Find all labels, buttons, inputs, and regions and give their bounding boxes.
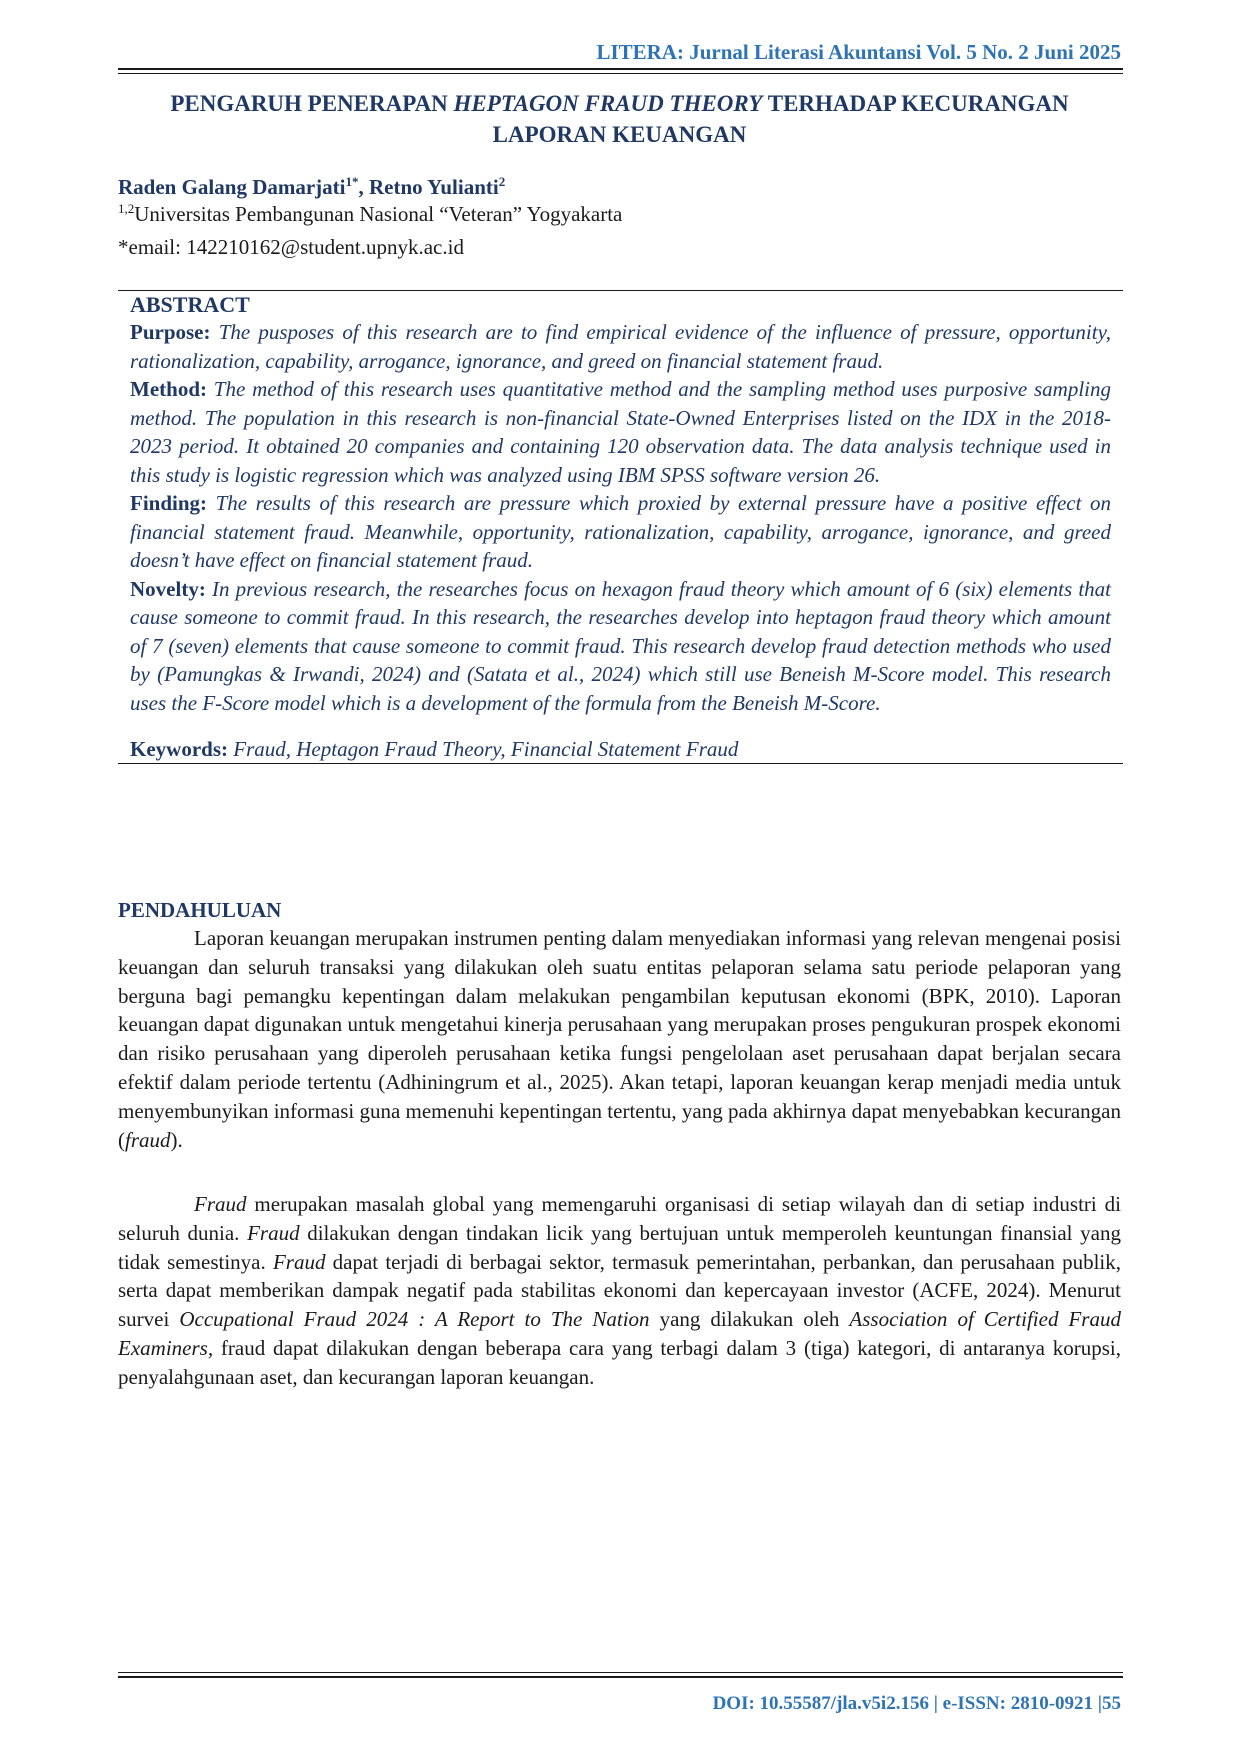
author-1: Raden Galang Damarjati bbox=[118, 175, 346, 199]
para2-italic-5: Association of Certified Fraud Examiners, bbox=[118, 1307, 1121, 1360]
title-part3: TERHADAP KECURANGAN bbox=[762, 91, 1069, 116]
para2-italic-3: Fraud bbox=[272, 1249, 326, 1274]
method-text: The method of this research uses quantitative method and the sampling method uses purposive sampling method. The population in this research is non-financial State-Owned Enterprises listed on the IDX in the 2018-2023 period. It obtained 20 companies and containing 120 observation data. The data analysis technique used in this study is logistic regression which was analyzed using IBM SPSS software version 26. bbox=[130, 377, 1111, 487]
keywords-label: Keywords: bbox=[130, 737, 228, 761]
para2-text-a: merupakan masalah global yang memengaruhi organisasi di setiap wilayah dan di setiap industri di seluruh dunia. bbox=[118, 1192, 1121, 1245]
author-sep: , bbox=[358, 175, 369, 199]
para2-italic-1: Fraud bbox=[194, 1192, 247, 1216]
para2-text-c: dapat terjadi di berbagai sektor, termasuk pemerintahan, perbankan, dan perusahaan publik, serta dapat memberikan dampak negatif pada stabilitas ekonomi dan kepercayaan investor (ACFE, 2024). Menurut survei bbox=[118, 1249, 1121, 1332]
novelty-label: Novelty: bbox=[130, 576, 206, 601]
abstract-novelty bbox=[130, 575, 1111, 718]
para1-italic: fraud bbox=[125, 1127, 171, 1152]
author-1-sup: 1* bbox=[345, 174, 359, 189]
author-2-sup: 2 bbox=[498, 174, 506, 189]
purpose-label: Purpose: bbox=[130, 320, 211, 344]
abstract-method bbox=[130, 375, 1111, 489]
body-paragraph-2 bbox=[118, 1190, 1121, 1392]
method-label: Method: bbox=[130, 377, 207, 401]
purpose-text: The pusposes of this research are to find empirical evidence of the influence of pressure, opportunity, rationalization, capability, arrogance, ignorance, and greed on financial statement fraud. bbox=[130, 320, 1111, 373]
footer-rule bbox=[118, 1672, 1123, 1678]
keywords-text: Fraud, Heptagon Fraud Theory, Financial Statement Fraud bbox=[228, 737, 739, 761]
para1-text-a: Laporan keuangan merupakan instrumen penting dalam menyediakan informasi yang relevan mengenai posisi keuangan dan seluruh transaksi yang dilakukan oleh suatu entitas pelaporan selama satu periode pelaporan yang berguna bagi pemangku kepentingan dalam melakukan pengambilan keputusan ekonomi (BPK, 2010). Laporan keuangan dapat digunakan untuk mengetahui kinerja perusahaan yang merupakan proses pengukuran prospek ekonomi dan risiko perusahaan yang diperoleh perusahaan ketika fungsi pengelolaan aset perusahaan dapat berjalan secara efektif dalam periode tertentu (Adhiningrum et al., 2025). Akan tetapi, laporan keuangan kerap menjadi media untuk menyembunyikan informasi guna memenuhi kepentingan tertentu, yang pada akhirnya dapat menyebabkan kecurangan ( bbox=[118, 926, 1121, 1152]
title-part2: HEPTAGON FRAUD THEORY bbox=[453, 91, 763, 116]
abstract-purpose bbox=[130, 318, 1111, 375]
affiliation-sup: 1,2 bbox=[118, 201, 135, 216]
abstract-box bbox=[118, 290, 1123, 764]
author-list bbox=[118, 175, 505, 200]
para2-text-d: yang dilakukan oleh bbox=[649, 1307, 850, 1332]
author-2: Retno Yulianti bbox=[369, 175, 499, 199]
para2-text-b: dilakukan dengan tindakan licik yang bertujuan untuk memperoleh keuntungan finansial yang tidak semestinya. bbox=[118, 1220, 1121, 1274]
abstract-body bbox=[118, 318, 1123, 717]
abstract-finding bbox=[130, 489, 1111, 575]
finding-text: The results of this research are pressure which proxied by external pressure have a positive effect on financial statement fraud. Meanwhile, opportunity, rationalization, capability, arrogance, ignorance, and greed doesn’t have effect on financial statement fraud. bbox=[130, 491, 1111, 572]
affiliation-text: Universitas Pembangunan Nasional “Veteran” Yogyakarta bbox=[134, 202, 623, 226]
paper-title bbox=[118, 88, 1121, 150]
finding-label: Finding: bbox=[130, 491, 208, 515]
body-paragraph-1 bbox=[118, 924, 1121, 1154]
affiliation bbox=[118, 202, 622, 227]
title-part1: PENGARUH PENERAPAN bbox=[170, 91, 454, 116]
para2-italic-4: Occupational Fraud 2024 : A Report to The Nation bbox=[179, 1307, 650, 1332]
title-line2: LAPORAN KEUANGAN bbox=[492, 122, 747, 147]
footer-doi: DOI: 10.55587/jla.v5i2.156 | e-ISSN: 2810-0921 |55 bbox=[712, 1693, 1121, 1714]
journal-header: LITERA: Jurnal Literasi Akuntansi Vol. 5 No. 2 Juni 2025 bbox=[596, 40, 1121, 64]
para2-text-e: fraud dapat dilakukan dengan beberapa cara yang terbagi dalam 3 (tiga) kategori, di antaranya korupsi, penyalahgunaan aset, dan kecurangan laporan keuangan. bbox=[118, 1335, 1121, 1389]
novelty-text: In previous research, the researches focus on hexagon fraud theory which amount of 6 (six) elements that cause someone to commit fraud. In this research, the researches develop into heptagon fraud theory which amount of 7 (seven) elements that cause someone to commit fraud. This research develop fraud detection methods who used by (Pamungkas & Irwandi, 2024) and (Satata et al., 2024) which still use Beneish M-Score model. This research uses the F-Score model which is a development of the formula from the Beneish M-Score. bbox=[130, 576, 1111, 715]
para1-text-b: ). bbox=[170, 1127, 183, 1152]
keywords-line bbox=[118, 737, 1123, 764]
header-rule bbox=[118, 68, 1123, 74]
section-heading: PENDAHULUAN bbox=[118, 898, 282, 922]
author-email: *email: 142210162@student.upnyk.ac.id bbox=[118, 235, 464, 259]
abstract-heading: ABSTRACT bbox=[130, 292, 250, 317]
para2-italic-2: Fraud bbox=[247, 1220, 300, 1245]
